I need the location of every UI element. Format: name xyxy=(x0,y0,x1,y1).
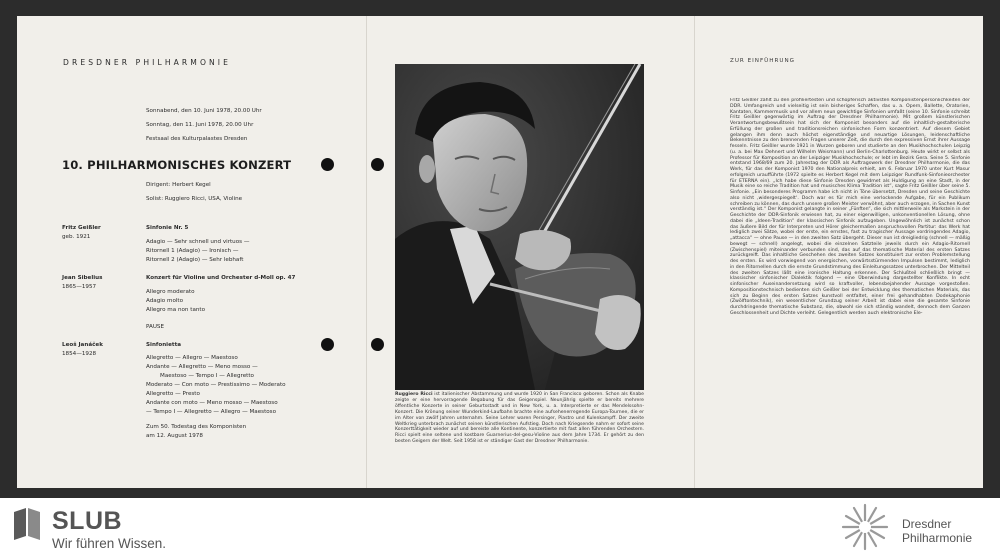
conductor: Dirigent: Herbert Kegel xyxy=(146,182,211,188)
punch-hole xyxy=(321,338,334,351)
composer-name: Leoš Janáček xyxy=(62,342,103,348)
concert-title: 10. PHILHARMONISCHES KONZERT xyxy=(62,158,292,172)
composer-dates: 1865—1957 xyxy=(62,284,97,290)
date-line-2: Sonntag, den 11. Juni 1978, 20.00 Uhr xyxy=(146,122,254,128)
composer-dates: geb. 1921 xyxy=(62,234,91,240)
slub-tagline: Wir führen Wissen. xyxy=(52,536,167,551)
photo-caption xyxy=(395,392,644,445)
work-title: Konzert für Violine und Orchester d-Moll op. 47 xyxy=(146,275,296,281)
movement: Allegretto — Presto xyxy=(146,391,200,397)
violinist-illustration xyxy=(395,64,644,390)
composer-name: Fritz Geißler xyxy=(62,225,101,231)
date-line-1: Sonnabend, den 10. Juni 1978, 20.00 Uhr xyxy=(146,108,262,114)
paragraph: Fritz Geißler zählt zu den profiliertesten und schöpferisch aktivsten Komponistenpersönlichkeiten der DDR. Umfangreich und vielseitig ist sein bisheriges Schaffen, das u. a. Opern, Ballette, Oratorien, Kantaten, Kammermusik und vor allem neun gewichtige Sinfonien umfaßt (seine 10. Sinfonie schreibt Fritz Geißler gegenwärtig im Auftrag der Dresdner Philharmonie). Mit großem künstlerischen Verantwortungsbewußtsein hat sich der Komponist besonders auf die inhaltlich-gestalterische Erfüllung der großen und traditionsreichen sinfonischen Form konzentriert. Auf diesem Gebiet gelangen ihm denn auch höchst eigenständige und neuartige Lösungen, leidenschaftliche Bekenntnisse zu den brennenden Fragen unserer Zeit, die durch den expressiven Ernst ihrer Aussage fesseln. xyxy=(730,98,970,149)
soloist: Solist: Ruggiero Ricci, USA, Violine xyxy=(146,196,243,202)
movement: Ritornell 2 (Adagio) — Sehr lebhaft xyxy=(146,257,244,263)
memorial-note: am 12. August 1978 xyxy=(146,433,203,439)
composer-name: Jean Sibelius xyxy=(62,275,103,281)
introduction-text xyxy=(730,98,970,468)
paragraph: Der Komponist gelangte in seiner „Fünften“, die sich mittlerweile als Markstein in der Geschichte der DDR-Sinfonik erwiesen hat, zu einer eigenwilligen, unkonventionellen Lösung, ohne dabei die „Ideen-Tradition“ der klassischen Sinfonik aufzugeben. Ungewöhnlich ist zunächst schon das äußere Bild der für Interpreten und Hörer gleichermaßen anspruchsvollen Partitur: das Werk hat lediglich zwei Sätze, wobei der erste, ein ernstes, fast zu tragischer Aussage vordringendes Adagio, „attacca“ — ohne Pause — in den zweiten Satz übergeht. Dieser nun ist dreigliedrig (schnell — mäßig bewegt — schnell) angelegt, wobei die einzelnen Satzteile jeweils durch ein Adagio-Ritornell (Zwischenspiel) miteinander verbunden sind, das auf das thematische Material des ersten Satzes zurückgreift. Das inhaltliche Geschehen des zweiten Satzes konstituiert zur ersten Problemstellung des ersten. Es wird vorwiegend von energischen, vorwärtsstürmenden Impulsen bestimmt, lediglich in den Ritornellen durch die ernste Grundstimmung des Einleitungssatzes unterbrochen. Der Mittelteil des zweiten Satzes läßt eine ironische Haltung erkennen. Der Schlußteil schließlich bringt — klassischer sinfonischer Dialektik folgend — eine Überwindung dargestellter Konflikte. In echt sinfonischer Auseinandersetzung wird so kraftvoller, lebensbejahender Aussage vorgestoßen. xyxy=(730,207,970,287)
movement: Moderato — Con moto — Prestissimo — Moderato xyxy=(146,382,286,388)
punch-hole xyxy=(371,338,384,351)
philharmonie-sunburst-icon xyxy=(840,502,890,552)
introduction-heading: ZUR EINFÜHRUNG xyxy=(730,58,795,64)
movement: Maestoso — Tempo I — Allegretto xyxy=(160,373,254,379)
movement: Andante con moto — Meno mosso — Maestoso xyxy=(146,400,278,406)
work-title: Sinfonietta xyxy=(146,342,182,348)
paragraph: Fritz Geißler wurde 1921 in Wurzen geboren und studierte an den Musikhochschulen Leipzig (u. a. bei Max Dehnert und Wilhelm Weismann) und Berlin-Charlottenburg. Heute wirkt er selbst als Professor für Komposition an der Leipziger Musikhochschule; er lebt im Bezirk Gera. Seine 5. Sinfonie entstand 1968/69 zum 20. Jahrestag der DDR als Auftragswerk der Dresdner Philharmonie, die das Werk, für das der Komponist 1970 den Nationalpreis erhielt, am 6. Februar 1970 unter Kurt Masur erfolgreich uraufführte (1972 spielte es Herbert Kegel mit dem Leipziger Rundfunk-Sinfonieorchester für ETERNA ein). „Ich habe diese Sinfonie Dresden gewidmet als Huldigung an eine Stadt, in der Musik eine so reiche Tradition hat und musisches Klima Tradition ist“, sagte Fritz Geißler über seine 5. Sinfonie. „Ein besonderes Programm habe ich nicht in Töne übersetzt, Dresden und seine Geschichte also nicht ‚widergespiegelt‘. Doch war es für mich eine verlockende Aufgabe, für ein Publikum schreiben zu können, das durch unsere großen Meister verwöhnt, aber auch erzogen, in Sachen Kunst verständig ist.“ xyxy=(730,144,970,213)
movement: Allegro moderato xyxy=(146,289,195,295)
philharmonie-logo-line-1: Dresdner xyxy=(902,517,952,531)
orchestra-header: DRESDNER PHILHARMONIE xyxy=(63,58,232,67)
punch-hole xyxy=(371,158,384,171)
punch-hole xyxy=(321,158,334,171)
caption-text: ist italienischer Abstammung und wurde 1920 in San Francisco geboren. Schon als Knabe zeigte er eine hervorragende Begabung für das Geigenspiel. Neunjährig spielte er bereits mehrere öffentliche Konzerte in seiner Geburtsstadt und in New York, u. a. Interpretierte er das Mendelssohn-Konzert. Die Krönung seiner Wunderkind-Laufbahn brachte eine aufsehenerregende Europa-Tournee, die er im Alter von zwölf Jahren unternahm. Seine Lehrer waren Persinger, Piastro und Kulenkampff. Der zweite Weltkrieg unterbrach zunächst seinen künstlerischen Aufstieg. Doch nach Kriegsende nahm er sofort seine Konzerttätigkeit wieder auf und bereiste alle Kontinente, konzertierte mit fast allen führenden Orchestern. Ricci spielt eine seltene und kostbare Guarnerius-del-gesu-Violine aus dem Jahre 1734. Er gehört zu den besten Geigern der Welt. Seit 1958 ist er ständiger Gast der Dresdner Philharmonie. xyxy=(395,392,645,445)
movement: — Tempo I — Allegretto — Allegro — Maestoso xyxy=(146,409,277,415)
footer-bar xyxy=(0,498,1000,555)
slub-book-icon xyxy=(12,506,42,540)
memorial-note: Zum 50. Todestag des Komponisten xyxy=(146,424,247,430)
work-title: Sinfonie Nr. 5 xyxy=(146,225,189,231)
movement: Allegro ma non tanto xyxy=(146,307,206,313)
caption-name: Ruggiero Ricci xyxy=(395,392,433,397)
movement: Ritornell 1 (Adagio) — Ironisch — xyxy=(146,248,239,254)
slub-logo: SLUB xyxy=(52,507,123,535)
fold-line-left xyxy=(366,16,367,488)
violinist-photo xyxy=(395,64,644,390)
composer-dates: 1854—1928 xyxy=(62,351,97,357)
program-sheet xyxy=(17,16,983,488)
movement: Adagio — Sehr schnell und virtuos — xyxy=(146,239,250,245)
movement: Andante — Allegretto — Meno mosso — xyxy=(146,364,258,370)
movement: Adagio molto xyxy=(146,298,184,304)
pause-label: PAUSE xyxy=(146,324,165,330)
movement: Allegretto — Allegro — Maestoso xyxy=(146,355,238,361)
venue: Festsaal des Kulturpalastes Dresden xyxy=(146,136,248,142)
fold-line-right xyxy=(694,16,695,488)
philharmonie-logo-line-2: Philharmonie xyxy=(902,531,973,545)
paragraph: Kompositionstechnisch bedienten sich Geißler bei der Entwicklung des thematischen Materials, das sich zu Beginn des ersten Satzes kunstvoll entfaltet, einer frei gehandhabten Dodekaphonie (Zwölftontechnik), ein wesentlicher Grundzug seiner Arbeit ist dabei eine die gesamte Sinfonie durchdringende thematische Substanz, die, obwohl sie sich ständig wandelt, dennoch dem Ganzen Geschlossenheit und Dichte verleiht. Gelegentlich werden auch elektronische Ele- xyxy=(730,287,970,316)
